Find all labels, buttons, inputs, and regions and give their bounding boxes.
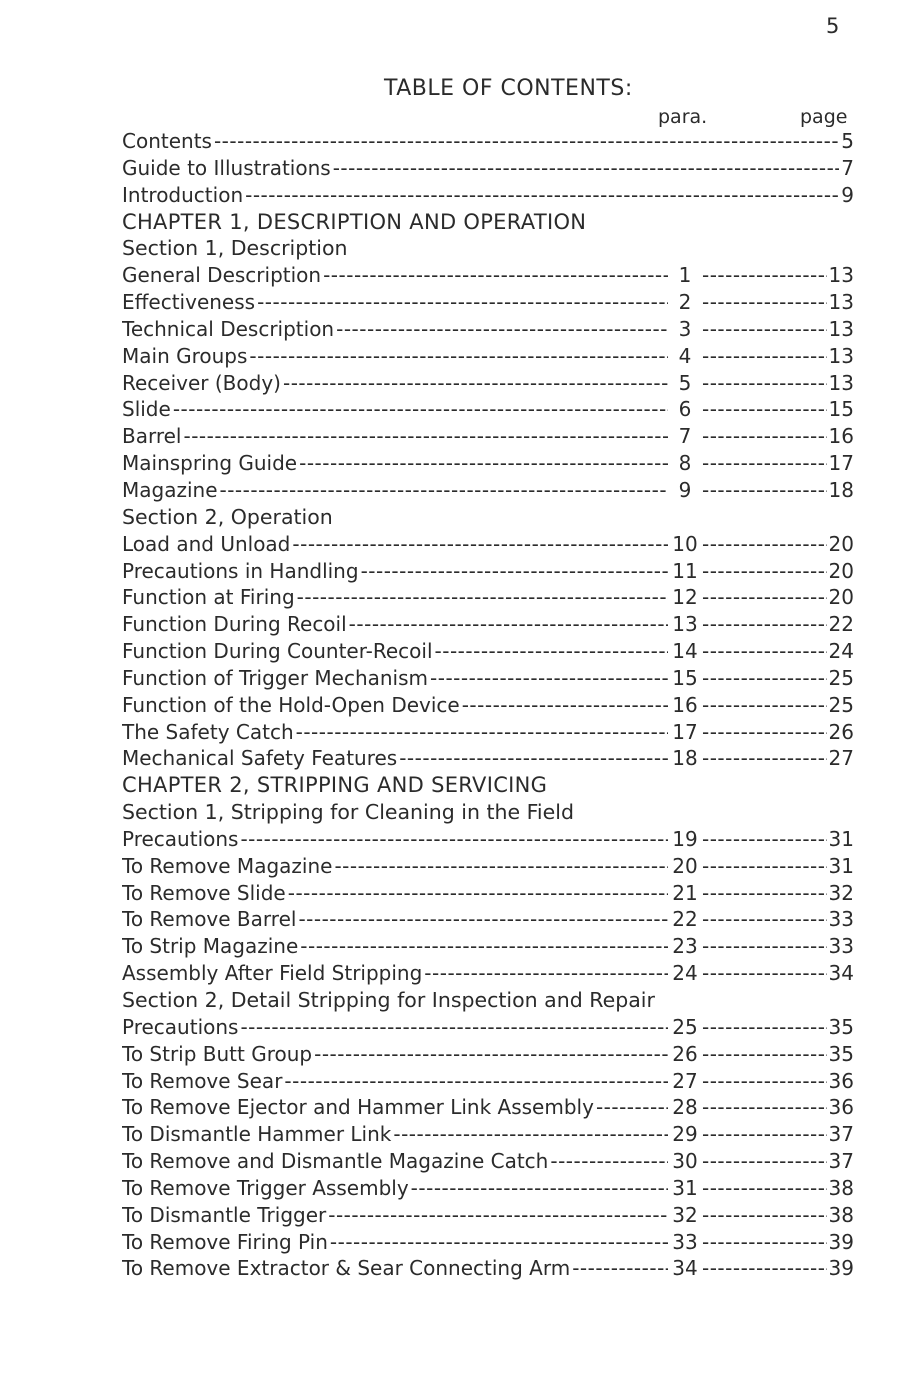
toc-entry-para: 24 bbox=[672, 961, 698, 986]
toc-entry-label: Function of Trigger Mechanism bbox=[122, 665, 429, 690]
leader-dashes bbox=[702, 477, 827, 504]
leader-dashes bbox=[702, 558, 827, 585]
leader-dashes bbox=[596, 1094, 668, 1121]
leader-dashes bbox=[411, 1175, 668, 1202]
leader-dashes bbox=[702, 853, 827, 880]
toc-entry-para: 15 bbox=[672, 665, 698, 690]
toc-entry-lead bbox=[122, 853, 670, 880]
chapter-heading: CHAPTER 2, STRIPPING AND SERVICING bbox=[122, 773, 548, 798]
leader-dashes bbox=[702, 1148, 827, 1175]
toc-entry-lead bbox=[122, 665, 670, 692]
leader-dashes bbox=[214, 128, 839, 155]
leader-dashes bbox=[702, 826, 827, 853]
toc-entry-para: 7 bbox=[678, 424, 692, 449]
toc-entry-page: 39 bbox=[828, 1229, 854, 1254]
toc-entry-page: 37 bbox=[828, 1149, 854, 1174]
toc-entry-label: Magazine bbox=[122, 477, 218, 502]
toc-entry-lead bbox=[122, 933, 670, 960]
leader-dashes bbox=[702, 1202, 827, 1229]
toc-entry-label: Guide to Illustrations bbox=[122, 155, 331, 180]
toc-entry-label: Function During Counter-Recoil bbox=[122, 639, 433, 664]
toc-entry-para: 29 bbox=[672, 1122, 698, 1147]
toc-entry-label: To Dismantle Trigger bbox=[122, 1202, 327, 1227]
toc-entry-lead bbox=[122, 423, 670, 450]
toc-entry-lead bbox=[122, 316, 670, 343]
leader-dashes bbox=[430, 665, 668, 692]
toc-entry-label: To Strip Magazine bbox=[122, 934, 299, 959]
toc-entry-para: 21 bbox=[672, 880, 698, 905]
toc-entry-para: 23 bbox=[672, 934, 698, 959]
leader-dashes bbox=[424, 960, 668, 987]
leader-dashes bbox=[298, 906, 668, 933]
chapter-heading: CHAPTER 1, DESCRIPTION AND OPERATION bbox=[122, 209, 587, 234]
toc-entry-page: 36 bbox=[828, 1068, 854, 1093]
leader-dashes bbox=[462, 692, 668, 719]
toc-entry-page: 38 bbox=[828, 1202, 854, 1227]
toc-entry-lead bbox=[122, 584, 670, 611]
toc-entry-para: 31 bbox=[672, 1175, 698, 1200]
toc-entry-para: 19 bbox=[672, 826, 698, 851]
toc-entry[interactable] bbox=[122, 1041, 854, 1068]
toc-entry[interactable] bbox=[122, 343, 854, 370]
leader-dashes bbox=[333, 155, 840, 182]
leader-dashes bbox=[702, 611, 827, 638]
toc-entry-page: 13 bbox=[828, 343, 854, 368]
toc-entry-lead bbox=[122, 1041, 670, 1068]
toc-entry[interactable] bbox=[122, 1148, 854, 1175]
leader-dashes bbox=[702, 933, 827, 960]
toc-entry[interactable] bbox=[122, 396, 854, 423]
toc-entry-para: 34 bbox=[672, 1256, 698, 1281]
toc-entry-label: Precautions bbox=[122, 1014, 239, 1039]
toc-entry-page: 38 bbox=[828, 1175, 854, 1200]
leader-dashes bbox=[299, 450, 668, 477]
leader-dashes bbox=[300, 933, 668, 960]
toc-entry-page: 34 bbox=[828, 961, 854, 986]
toc-entry-label: To Remove Ejector and Hammer Link Assembly bbox=[122, 1095, 594, 1120]
leader-dashes bbox=[314, 1041, 668, 1068]
toc-entry-page: 33 bbox=[828, 907, 854, 932]
toc-entry-lead bbox=[122, 1202, 670, 1229]
toc-entry[interactable] bbox=[122, 611, 854, 638]
toc-entry-page: 31 bbox=[828, 853, 854, 878]
leader-dashes bbox=[702, 262, 827, 289]
toc-entry-label: To Dismantle Hammer Link bbox=[122, 1122, 392, 1147]
toc-entry-para: 13 bbox=[672, 612, 698, 637]
toc-entry-page: 16 bbox=[828, 424, 854, 449]
leader-dashes bbox=[349, 611, 668, 638]
leader-dashes bbox=[330, 1229, 668, 1256]
leader-dashes bbox=[292, 531, 668, 558]
toc-entry[interactable] bbox=[122, 826, 854, 853]
toc-entry-lead bbox=[122, 531, 670, 558]
toc-entry-label: Mainspring Guide bbox=[122, 451, 298, 476]
section-heading: Section 2, Operation bbox=[122, 504, 333, 529]
leader-dashes bbox=[361, 558, 668, 585]
toc-entry-lead bbox=[122, 262, 670, 289]
toc-entry-para: 33 bbox=[672, 1229, 698, 1254]
toc-entry-page: 25 bbox=[828, 665, 854, 690]
toc-entry-label: To Remove Barrel bbox=[122, 907, 297, 932]
toc-entry[interactable] bbox=[122, 1255, 854, 1282]
toc-entry-lead bbox=[122, 906, 670, 933]
toc-entry-para: 11 bbox=[672, 558, 698, 583]
toc-entry[interactable] bbox=[122, 558, 854, 585]
toc-list bbox=[122, 128, 854, 1282]
toc-entry-page: 7 bbox=[841, 155, 854, 180]
leader-dashes bbox=[702, 396, 827, 423]
toc-entry-para: 9 bbox=[678, 477, 692, 502]
toc-entry-lead bbox=[122, 477, 670, 504]
section-heading: Section 2, Detail Stripping for Inspection and Repair bbox=[122, 988, 655, 1012]
toc-entry-label: Effectiveness bbox=[122, 290, 256, 315]
toc-entry-page: 9 bbox=[841, 182, 854, 207]
toc-entry-label: Technical Description bbox=[122, 316, 335, 341]
toc-entry-lead bbox=[122, 370, 670, 397]
toc-entry[interactable] bbox=[122, 128, 854, 155]
toc-entry-para: 17 bbox=[672, 719, 698, 744]
toc-entry-page: 32 bbox=[828, 880, 854, 905]
leader-dashes bbox=[702, 1068, 827, 1095]
toc-entry-page: 36 bbox=[828, 1095, 854, 1120]
toc-entry-lead bbox=[122, 450, 670, 477]
toc-entry-page: 31 bbox=[828, 826, 854, 851]
toc-entry[interactable] bbox=[122, 745, 854, 772]
toc-entry-label: Contents bbox=[122, 129, 212, 153]
leader-dashes bbox=[328, 1202, 668, 1229]
leader-dashes bbox=[702, 343, 827, 370]
toc-entry-para: 32 bbox=[672, 1202, 698, 1227]
toc-entry[interactable] bbox=[122, 853, 854, 880]
toc-entry-para: 27 bbox=[672, 1068, 698, 1093]
leader-dashes bbox=[702, 960, 827, 987]
toc-entry-para: 10 bbox=[672, 531, 698, 556]
toc-entry-lead bbox=[122, 1229, 670, 1256]
leader-dashes bbox=[297, 584, 668, 611]
toc-entry-lead bbox=[122, 880, 670, 907]
toc-entry[interactable] bbox=[122, 1202, 854, 1229]
toc-entry-lead bbox=[122, 1148, 670, 1175]
toc-entry-lead bbox=[122, 396, 670, 423]
toc-entry-para: 12 bbox=[672, 585, 698, 610]
leader-dashes bbox=[283, 370, 668, 397]
toc-entry-lead bbox=[122, 343, 670, 370]
toc-entry-page: 15 bbox=[828, 397, 854, 422]
toc-entry[interactable] bbox=[122, 1175, 854, 1202]
toc-entry-page: 33 bbox=[828, 934, 854, 959]
toc-entry[interactable] bbox=[122, 933, 854, 960]
toc-entry-para: 8 bbox=[678, 451, 692, 476]
leader-dashes bbox=[702, 906, 827, 933]
toc-entry-para: 22 bbox=[672, 907, 698, 932]
toc-entry-label: Function During Recoil bbox=[122, 612, 347, 637]
leader-dashes bbox=[702, 1175, 827, 1202]
leader-dashes bbox=[257, 289, 668, 316]
toc-entry-label: To Remove Magazine bbox=[122, 853, 333, 878]
toc-entry-page: 13 bbox=[828, 263, 854, 288]
toc-entry[interactable] bbox=[122, 1014, 854, 1041]
leader-dashes bbox=[435, 638, 668, 665]
leader-dashes bbox=[240, 826, 668, 853]
leader-dashes bbox=[702, 1121, 827, 1148]
leader-dashes bbox=[572, 1255, 668, 1282]
toc-entry-lead bbox=[122, 826, 670, 853]
toc-entry[interactable] bbox=[122, 584, 854, 611]
leader-dashes bbox=[702, 1041, 827, 1068]
toc-entry[interactable] bbox=[122, 531, 854, 558]
toc-entry-page: 35 bbox=[828, 1014, 854, 1039]
leader-dashes bbox=[249, 343, 668, 370]
toc-entry-page: 35 bbox=[828, 1041, 854, 1066]
leader-dashes bbox=[702, 719, 827, 746]
toc-entry-page: 39 bbox=[828, 1256, 854, 1281]
toc-entry-para: 14 bbox=[672, 639, 698, 664]
toc-entry-label: Assembly After Field Stripping bbox=[122, 961, 423, 986]
toc-entry-lead bbox=[122, 692, 670, 719]
toc-entry-label: To Strip Butt Group bbox=[122, 1041, 313, 1066]
toc-entry[interactable] bbox=[122, 960, 854, 987]
toc-entry-para: 25 bbox=[672, 1014, 698, 1039]
toc-entry-para: 16 bbox=[672, 692, 698, 717]
toc-entry-page: 18 bbox=[828, 477, 854, 502]
leader-dashes bbox=[323, 262, 668, 289]
leader-dashes bbox=[284, 1068, 668, 1095]
section-heading: Section 1, Description bbox=[122, 236, 348, 261]
toc-entry-para: 3 bbox=[678, 316, 692, 341]
leader-dashes bbox=[184, 423, 669, 450]
toc-entry[interactable] bbox=[122, 450, 854, 477]
leader-dashes bbox=[550, 1148, 668, 1175]
toc-entry-label: Precautions in Handling bbox=[122, 558, 359, 583]
leader-dashes bbox=[240, 1014, 668, 1041]
leader-dashes bbox=[702, 450, 827, 477]
toc-entry[interactable] bbox=[122, 880, 854, 907]
leader-dashes bbox=[702, 584, 827, 611]
toc-entry-lead bbox=[122, 960, 670, 987]
leader-dashes bbox=[173, 396, 668, 423]
leader-dashes bbox=[702, 1255, 827, 1282]
toc-entry-page: 37 bbox=[828, 1122, 854, 1147]
toc-entry[interactable] bbox=[122, 692, 854, 719]
toc-entry-page: 25 bbox=[828, 692, 854, 717]
toc-entry-para: 2 bbox=[678, 290, 692, 315]
leader-dashes bbox=[702, 1014, 827, 1041]
toc-entry-page: 20 bbox=[828, 585, 854, 610]
leader-dashes bbox=[296, 719, 668, 746]
toc-entry-page: 13 bbox=[828, 290, 854, 315]
leader-dashes bbox=[702, 880, 827, 907]
column-header-page: page bbox=[800, 106, 848, 128]
toc-entry-label: Function at Firing bbox=[122, 585, 295, 610]
toc-entry-para: 30 bbox=[672, 1149, 698, 1174]
toc-entry[interactable] bbox=[122, 155, 854, 182]
toc-entry-page: 22 bbox=[828, 612, 854, 637]
toc-entry-label: To Remove Slide bbox=[122, 880, 286, 905]
toc-entry-para: 18 bbox=[672, 746, 698, 771]
toc-entry-label: Receiver (Body) bbox=[122, 370, 281, 395]
toc-entry-lead bbox=[122, 745, 670, 772]
toc-entry-lead bbox=[122, 1255, 670, 1282]
toc-entry-lead bbox=[122, 719, 670, 746]
toc-entry[interactable] bbox=[122, 262, 854, 289]
column-header-para: para. bbox=[658, 106, 708, 128]
leader-dashes bbox=[393, 1121, 668, 1148]
toc-entry[interactable] bbox=[122, 423, 854, 450]
toc-entry-label: To Remove Sear bbox=[122, 1068, 283, 1093]
toc-entry-lead bbox=[122, 1094, 670, 1121]
toc-entry[interactable] bbox=[122, 906, 854, 933]
leader-dashes bbox=[702, 638, 827, 665]
toc-entry-page: 13 bbox=[828, 316, 854, 341]
toc-entry-label: Mechanical Safety Features bbox=[122, 746, 398, 771]
leader-dashes bbox=[702, 531, 827, 558]
toc-entry-label: To Remove Extractor & Sear Connecting Arm bbox=[122, 1256, 571, 1281]
page-number: 5 bbox=[826, 14, 840, 38]
toc-entry-label: Load and Unload bbox=[122, 531, 291, 556]
toc-entry-label: Function of the Hold-Open Device bbox=[122, 692, 460, 717]
toc-entry-para: 6 bbox=[678, 397, 692, 422]
toc-entry-page: 26 bbox=[828, 719, 854, 744]
toc-entry[interactable] bbox=[122, 370, 854, 397]
toc-entry-para: 1 bbox=[678, 263, 692, 288]
toc-entry-label: Precautions bbox=[122, 826, 239, 851]
toc-entry-para: 4 bbox=[678, 343, 692, 368]
toc-entry[interactable] bbox=[122, 1121, 854, 1148]
leader-dashes bbox=[702, 745, 827, 772]
leader-dashes bbox=[399, 745, 668, 772]
leader-dashes bbox=[702, 316, 827, 343]
toc-entry-label: To Remove Firing Pin bbox=[122, 1229, 328, 1254]
leader-dashes bbox=[702, 692, 827, 719]
toc-entry[interactable] bbox=[122, 638, 854, 665]
leader-dashes bbox=[288, 880, 668, 907]
toc-entry-label: Main Groups bbox=[122, 343, 248, 368]
toc-entry[interactable] bbox=[122, 182, 854, 209]
toc-entry-lead bbox=[122, 638, 670, 665]
toc-entry-page: 13 bbox=[828, 370, 854, 395]
toc-entry-lead bbox=[122, 1121, 670, 1148]
toc-entry-label: Barrel bbox=[122, 424, 182, 449]
toc-entry-lead bbox=[122, 1068, 670, 1095]
toc-entry[interactable] bbox=[122, 665, 854, 692]
toc-entry-page: 5 bbox=[841, 129, 854, 153]
toc-entry-lead bbox=[122, 289, 670, 316]
toc-entry-label: Introduction bbox=[122, 182, 244, 207]
leader-dashes bbox=[220, 477, 669, 504]
toc-entry[interactable] bbox=[122, 1094, 854, 1121]
toc-entry-label: The Safety Catch bbox=[122, 719, 294, 744]
leader-dashes bbox=[702, 1229, 827, 1256]
toc-entry-page: 20 bbox=[828, 531, 854, 556]
leader-dashes bbox=[334, 853, 668, 880]
toc-entry-para: 20 bbox=[672, 853, 698, 878]
toc-entry[interactable] bbox=[122, 719, 854, 746]
toc-entry[interactable] bbox=[122, 289, 854, 316]
section-heading: Section 1, Stripping for Cleaning in the Field bbox=[122, 800, 574, 825]
toc-entry[interactable] bbox=[122, 1068, 854, 1095]
toc-entry-para: 5 bbox=[678, 370, 692, 395]
toc-entry-page: 27 bbox=[828, 746, 854, 771]
toc-entry-label: General Description bbox=[122, 263, 322, 288]
toc-entry-lead bbox=[122, 1014, 670, 1041]
toc-entry-page: 24 bbox=[828, 639, 854, 664]
toc-entry-lead bbox=[122, 1175, 670, 1202]
toc-entry-lead bbox=[122, 611, 670, 638]
toc-entry[interactable] bbox=[122, 477, 854, 504]
toc-entry-para: 28 bbox=[672, 1095, 698, 1120]
leader-dashes bbox=[702, 423, 827, 450]
toc-entry-label: Slide bbox=[122, 397, 171, 422]
page-title: TABLE OF CONTENTS: bbox=[384, 76, 633, 101]
leader-dashes bbox=[702, 370, 827, 397]
leader-dashes bbox=[245, 182, 839, 209]
toc-entry-page: 17 bbox=[828, 451, 854, 476]
toc-entry-label: To Remove Trigger Assembly bbox=[122, 1175, 409, 1200]
toc-entry[interactable] bbox=[122, 316, 854, 343]
toc-entry-page: 20 bbox=[828, 558, 854, 583]
leader-dashes bbox=[702, 1094, 827, 1121]
leader-dashes bbox=[702, 665, 827, 692]
leader-dashes bbox=[702, 289, 827, 316]
toc-entry-para: 26 bbox=[672, 1041, 698, 1066]
toc-entry-label: To Remove and Dismantle Magazine Catch bbox=[122, 1149, 549, 1174]
leader-dashes bbox=[336, 316, 668, 343]
toc-entry[interactable] bbox=[122, 1229, 854, 1256]
toc-entry-lead bbox=[122, 558, 670, 585]
